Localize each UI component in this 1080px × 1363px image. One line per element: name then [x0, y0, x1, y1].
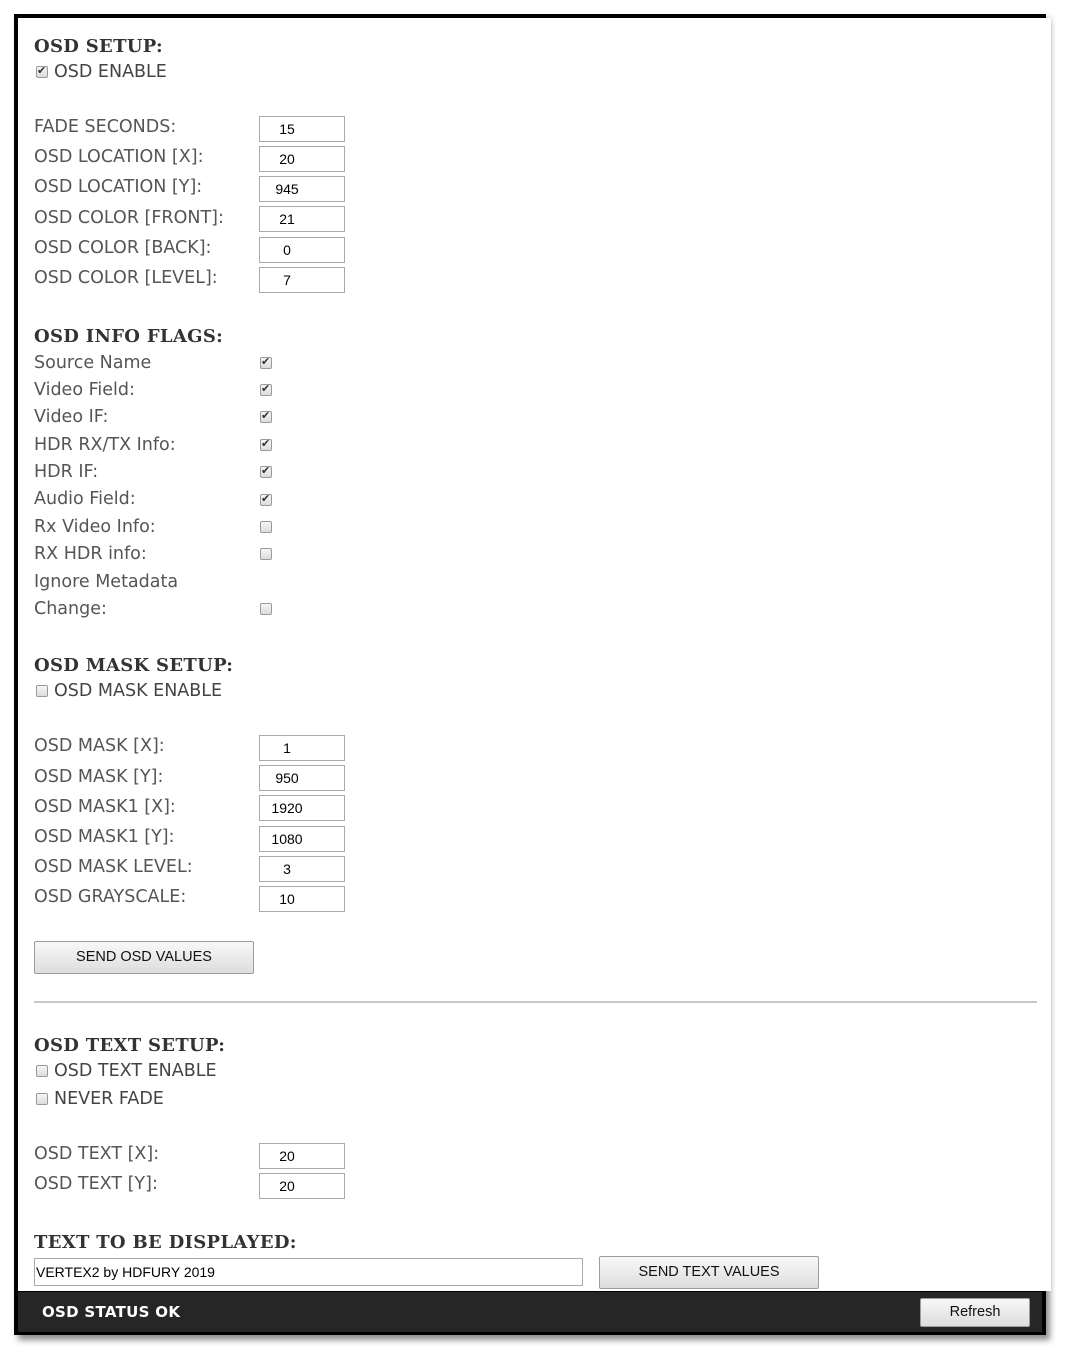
flag-rx-video-info-checkbox[interactable] [260, 521, 272, 533]
flag-rx-hdr-info-checkbox[interactable] [260, 548, 272, 560]
info-flags-heading: OSD INFO FLAGS: [34, 326, 224, 347]
flag-rx-video-info-label: Rx Video Info: [34, 517, 156, 537]
osd-mask-enable-checkbox[interactable] [36, 685, 48, 697]
window-frame [14, 14, 1046, 1335]
osd-enable-label: OSD ENABLE [54, 62, 167, 82]
osd-color-back-label: OSD COLOR [BACK]: [34, 238, 212, 258]
never-fade-checkbox[interactable] [36, 1093, 48, 1105]
osd-mask-y-label: OSD MASK [Y]: [34, 767, 164, 787]
flag-audio-field-label: Audio Field: [34, 489, 136, 509]
osd-grayscale-input[interactable] [259, 886, 345, 912]
osd-mask-level-input[interactable] [259, 856, 345, 882]
osd-color-level-label: OSD COLOR [LEVEL]: [34, 268, 218, 288]
osd-text-y-input[interactable] [259, 1173, 345, 1199]
osd-mask1-x-input[interactable] [259, 795, 345, 821]
osd-text-x-label: OSD TEXT [X]: [34, 1144, 160, 1164]
send-osd-values-button[interactable]: SEND OSD VALUES [34, 941, 254, 974]
flag-ignore-metadata-label: Ignore Metadata [34, 572, 179, 592]
osd-mask1-x-label: OSD MASK1 [X]: [34, 797, 176, 817]
flag-hdr-if-label: HDR IF: [34, 462, 99, 482]
osd-mask-x-label: OSD MASK [X]: [34, 736, 165, 756]
fade-seconds-label: FADE SECONDS: [34, 117, 177, 137]
osd-location-y-label: OSD LOCATION [Y]: [34, 177, 203, 197]
osd-color-level-input[interactable] [259, 267, 345, 293]
osd-enable-checkbox[interactable] [36, 66, 48, 78]
osd-color-back-input[interactable] [259, 237, 345, 263]
flag-hdr-if-checkbox[interactable] [260, 466, 272, 478]
osd-grayscale-label: OSD GRAYSCALE: [34, 887, 187, 907]
status-bar [18, 1292, 1042, 1332]
flag-hdr-rxtx-checkbox[interactable] [260, 439, 272, 451]
osd-location-x-input[interactable] [259, 146, 345, 172]
osd-mask1-y-label: OSD MASK1 [Y]: [34, 827, 175, 847]
osd-setup-heading: OSD SETUP: [34, 36, 163, 57]
osd-settings-panel [18, 18, 1051, 1291]
osd-mask1-y-input[interactable] [259, 826, 345, 852]
osd-text-enable-checkbox[interactable] [36, 1065, 48, 1077]
flag-rx-hdr-info-label: RX HDR info: [34, 544, 147, 564]
flag-video-field-label: Video Field: [34, 380, 135, 400]
osd-mask-enable-label: OSD MASK ENABLE [54, 681, 223, 701]
mask-setup-heading: OSD MASK SETUP: [34, 655, 234, 676]
fade-seconds-input[interactable] [259, 116, 345, 142]
osd-status-text: OSD STATUS OK [42, 1303, 181, 1321]
flag-source-name-checkbox[interactable] [260, 357, 272, 369]
osd-location-y-input[interactable] [259, 176, 345, 202]
osd-text-enable-label: OSD TEXT ENABLE [54, 1061, 217, 1081]
osd-text-x-input[interactable] [259, 1143, 345, 1169]
osd-text-y-label: OSD TEXT [Y]: [34, 1174, 158, 1194]
section-divider [34, 1001, 1037, 1003]
osd-mask-x-input[interactable] [259, 735, 345, 761]
flag-ignore-metadata-checkbox[interactable] [260, 603, 272, 615]
flag-video-field-checkbox[interactable] [260, 384, 272, 396]
osd-location-x-label: OSD LOCATION [X]: [34, 147, 204, 167]
flag-video-if-checkbox[interactable] [260, 411, 272, 423]
never-fade-label: NEVER FADE [54, 1089, 164, 1109]
osd-mask-level-label: OSD MASK LEVEL: [34, 857, 193, 877]
refresh-button[interactable]: Refresh [920, 1298, 1030, 1327]
text-to-display-heading: TEXT TO BE DISPLAYED: [34, 1232, 297, 1253]
osd-mask-y-input[interactable] [259, 765, 345, 791]
osd-color-front-label: OSD COLOR [FRONT]: [34, 208, 224, 228]
flag-source-name-label: Source Name [34, 353, 152, 373]
send-text-values-button[interactable]: SEND TEXT VALUES [599, 1256, 819, 1289]
flag-ignore-metadata-label-2: Change: [34, 599, 107, 619]
flag-hdr-rxtx-label: HDR RX/TX Info: [34, 435, 176, 455]
display-text-input[interactable] [34, 1258, 583, 1286]
osd-color-front-input[interactable] [259, 206, 345, 232]
text-setup-heading: OSD TEXT SETUP: [34, 1035, 226, 1056]
flag-video-if-label: Video IF: [34, 407, 109, 427]
flag-audio-field-checkbox[interactable] [260, 494, 272, 506]
